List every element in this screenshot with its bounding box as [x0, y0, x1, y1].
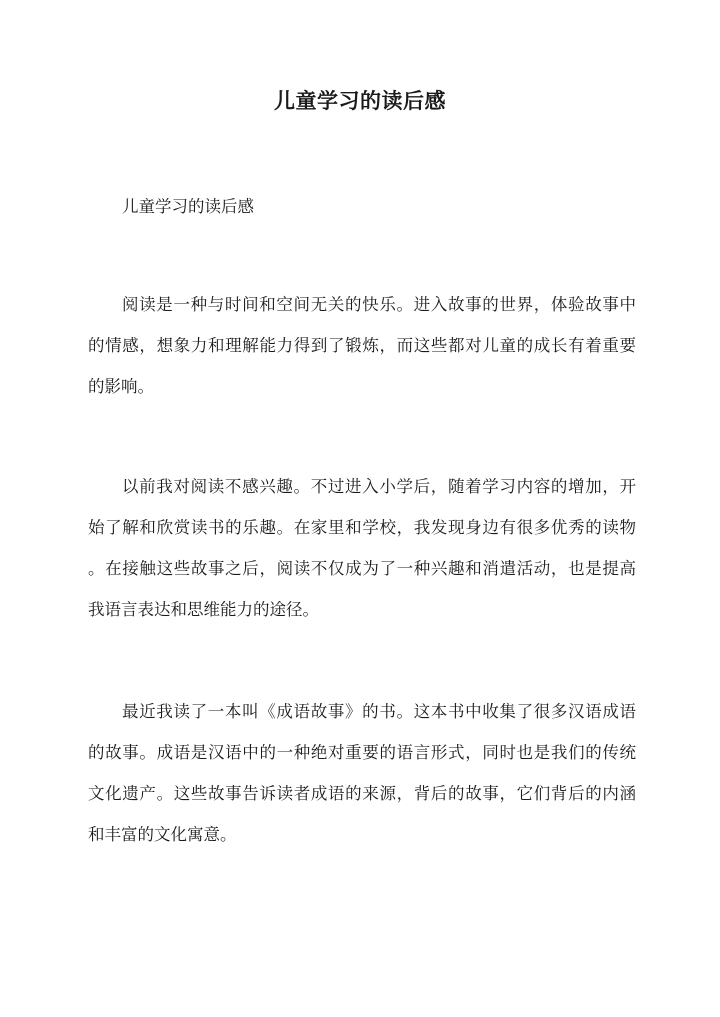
paragraph-line: 。在接触这些故事之后，阅读不仅成为了一种兴趣和消遣活动，也是提高 [88, 559, 636, 578]
paragraph-line: 和丰富的文化寓意。 [88, 825, 237, 844]
paragraph-line: 的故事。成语是汉语中的一种绝对重要的语言形式，同时也是我们的传统 [88, 743, 636, 762]
paragraph-1 [88, 284, 636, 407]
paragraph-line: 我语言表达和思维能力的途径。 [88, 600, 319, 619]
paragraph-line: 文化遗产。这些故事告诉读者成语的来源，背后的故事，它们背后的内涵 [88, 784, 636, 803]
paragraph-line: 阅读是一种与时间和空间无关的快乐。进入故事的世界，体验故事中 [122, 295, 636, 314]
paragraph-line: 以前我对阅读不感兴趣。不过进入小学后，随着学习内容的增加，开 [122, 477, 636, 496]
paragraph-2 [88, 466, 636, 630]
paragraph-line: 最近我读了一本叫《成语故事》的书。这本书中收集了很多汉语成语 [122, 702, 636, 721]
paragraph-line: 始了解和欣赏读书的乐趣。在家里和学校，我发现身边有很多优秀的读物 [88, 518, 636, 537]
paragraph-line: 的情感，想象力和理解能力得到了锻炼，而这些都对儿童的成长有着重要 [88, 336, 636, 355]
paragraph-line: 的影响。 [88, 377, 154, 396]
paragraph-3 [88, 691, 636, 855]
document-title: 儿童学习的读后感 [274, 88, 446, 113]
document-subtitle: 儿童学习的读后感 [122, 197, 254, 216]
